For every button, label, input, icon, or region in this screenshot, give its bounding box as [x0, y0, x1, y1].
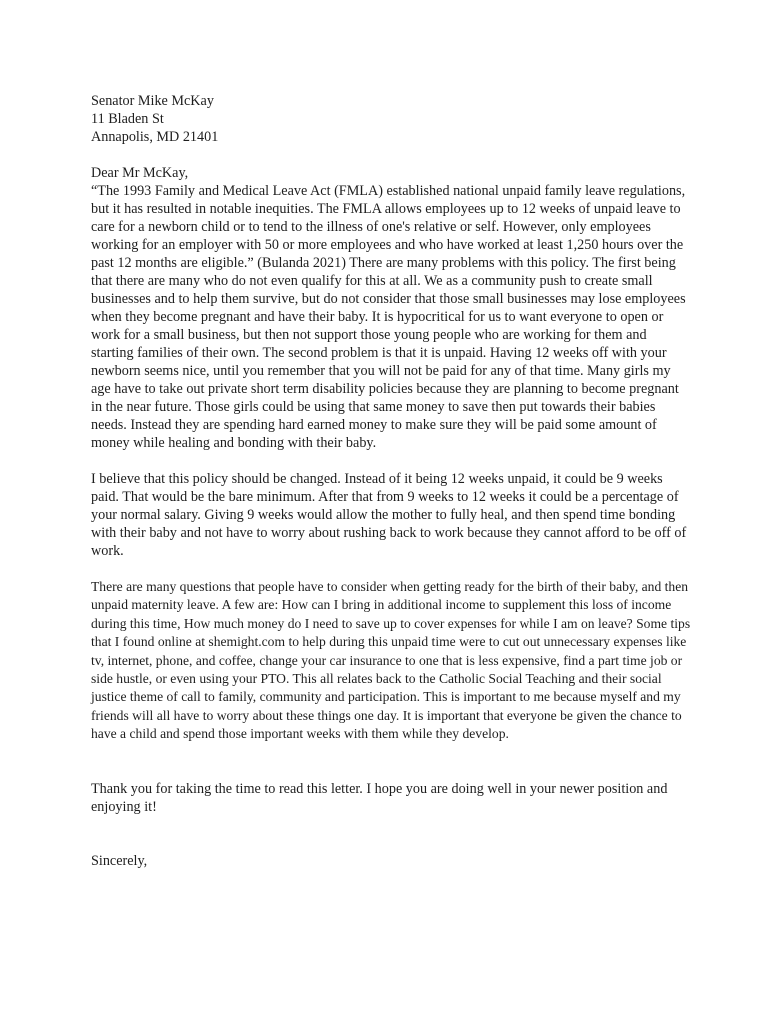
recipient-address: [91, 92, 691, 146]
closing: Sincerely,: [91, 852, 148, 869]
paragraph-thank-you: Thank you for taking the time to read this letter. I hope you are doing well in your newer position and enjoying it!: [91, 780, 668, 815]
paragraph-policy-change: I believe that this policy should be changed. Instead of it being 12 weeks unpaid, it could be 9 weeks paid. That would be the bare minimum. After that from 9 weeks to 12 weeks it could be a percentage of your normal salary. Giving 9 weeks would allow the mother to fully heal, and then spend time bonding with their baby and not have to worry about rushing back to work because they cannot afford to be off of work.: [91, 471, 687, 559]
paragraph-questions-tips: There are many questions that people have to consider when getting ready for the birth of their baby, and then unpaid maternity leave. A few are: How can I bring in additional income to supplement this loss of income during this time, How much money do I need to save up to cover expenses for while I am on leave? Some tips that I found online at shemight.com to help during this unpaid time were to cut out unnecessary expenses like tv, internet, phone, and coffee, change your car insurance to one that is less expensive, find a part time job or side hustle, or even using your PTO. This all relates back to the Catholic Social Teaching and their social justice theme of call to family, community and participation. This is important to me because myself and my friends will all have to worry about these things one day. It is important that everyone be given the chance to have a child and spend those important weeks with them while they develop.: [91, 579, 691, 742]
salutation: Dear Mr McKay,: [91, 165, 189, 181]
recipient-street: 11 Bladen St: [91, 111, 164, 127]
letter-body: [91, 92, 691, 870]
paragraph-fmla-problems: “The 1993 Family and Medical Leave Act (FMLA) established national unpaid family leave regulations, but it has resulted in notable inequities. The FMLA allows employees up to 12 weeks of unpaid leave to care for a newborn child or to tend to the illness of one's relative or self. However, only employees working for an employer with 50 or more employees and who have worked at least 1,250 hours over the past 12 months are eligible.” (Bulanda 2021) There are many problems with this policy. The first being that there are many who do not even qualify for this at all. We as a community push to create small businesses and to help them survive, but do not consider that those small businesses may lose employees when they become pregnant and have their baby. It is hypocritical for us to want everyone to open or work for a small business, but then not support those young people who are working for them and starting families of their own. The second problem is that it is unpaid. Having 12 weeks off with your newborn seems nice, until you remember that you will not be paid for any of that time. Many girls my age have to take out private short term disability policies because they are planning to become pregnant in the near future. Those girls could be using that same money to save then put towards their babies needs. Instead they are spending hard earned money to make sure they will be paid some amount of money while healing and bonding with their baby.: [91, 183, 686, 451]
recipient-city: Annapolis, MD 21401: [91, 129, 219, 145]
recipient-name: Senator Mike McKay: [91, 93, 214, 109]
